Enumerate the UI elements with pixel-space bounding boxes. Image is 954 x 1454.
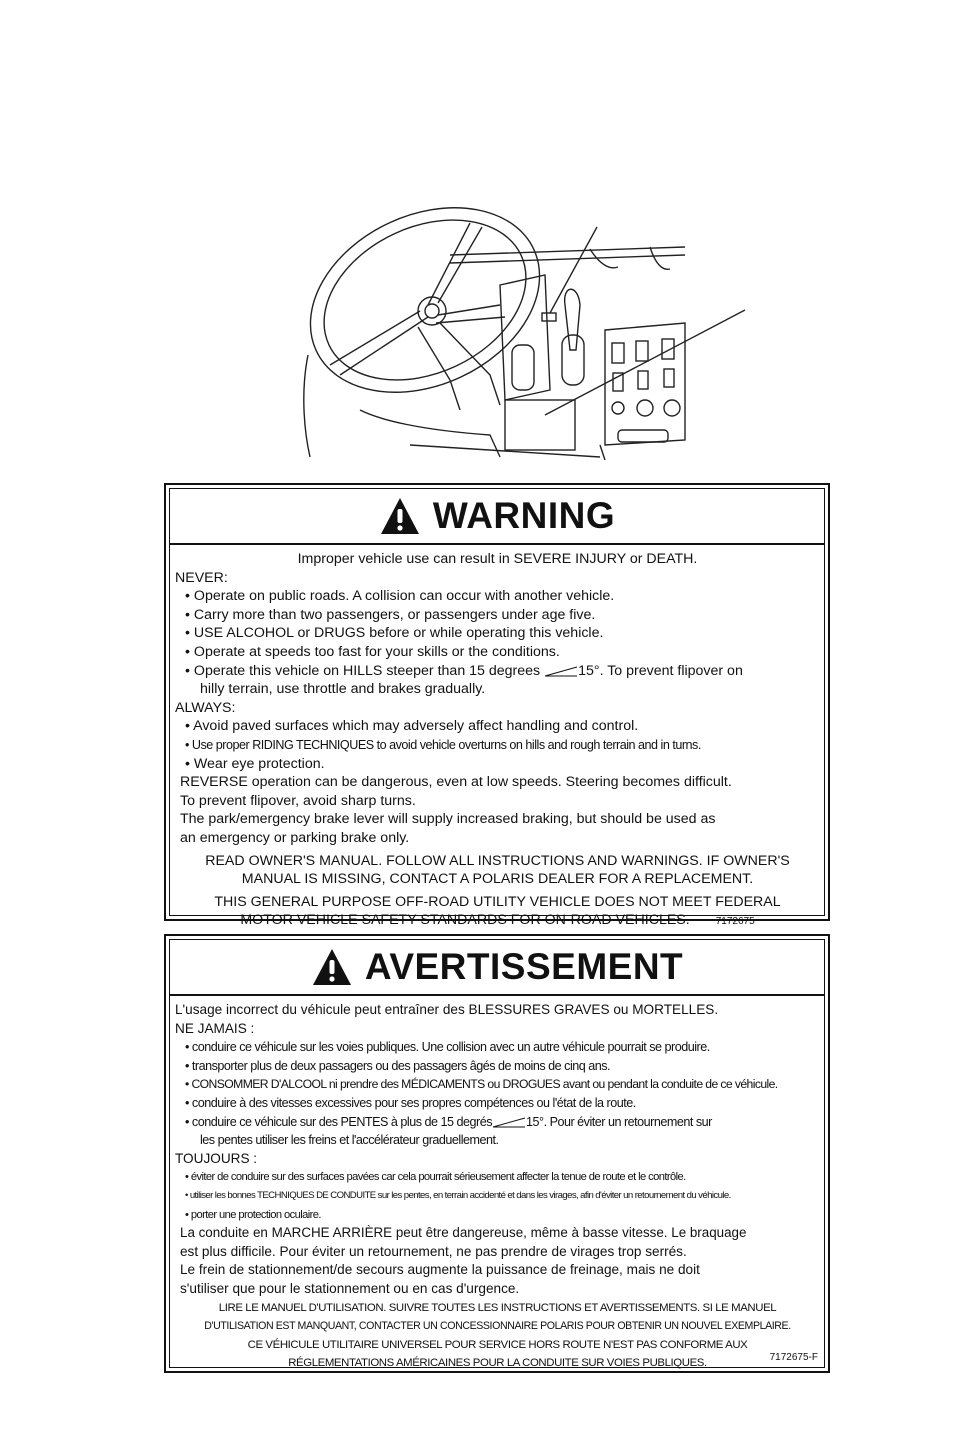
fr-brake-text: Le frein de stationnement/de secours augmente la puissance de freinage, mais ne doit [180,1262,700,1278]
manual-text: READ OWNER'S MANUAL. FOLLOW ALL INSTRUCTIONS AND WARNINGS. IF OWNER'S [205,852,790,869]
fr-hills-text-b: 15°. Pour éviter un retournement sur [526,1114,712,1129]
hills-text-c: hilly terrain, use throttle and brakes gradually. [200,681,486,698]
fr-label-code: 7172675-F [769,1352,818,1363]
slope-icon [544,665,578,677]
manual-text: MANUAL IS MISSING, CONTACT A POLARIS DEALER FOR A REPLACEMENT. [241,871,754,888]
warning-label [164,483,830,929]
hills-text-a: • Operate this vehicle on HILLS steeper than 15 degrees [185,662,541,679]
fr-never-item: • conduire ce véhicule sur les voies publiques. Une collision avec un autre véhicule pourrait se produire. [185,1040,710,1055]
fr-always-item: • éviter de conduire sur des surfaces pavées car cela pourrait sérieusement affecter la tenue de route et le contrôle. [185,1171,686,1184]
fr-federal-text: RÉGLEMENTATIONS AMÉRICAINES POUR LA CONDUITE SUR VOIES PUBLIQUES. [288,1357,707,1370]
warning-triangle-icon [379,496,421,536]
reverse-text: To prevent flipover, avoid sharp turns. [180,792,416,809]
avertissement-title: AVERTISSEMENT [364,946,684,987]
fr-manual-text: D'UTILISATION EST MANQUANT, CONTACTER UN CONCESSIONNAIRE POLARIS POUR OBTENIR UN NOUVEL EXEMPLAIRE. [204,1320,791,1333]
label-code: 7172675 [715,916,755,928]
warning-header [170,489,824,545]
always-item: • Use proper RIDING TECHNIQUES to avoid vehicle overturns on hills and rough terrain and in turns. [185,737,701,752]
brake-text: The park/emergency brake lever will supply increased braking, but should be used as [180,811,716,828]
fr-never-item: • conduire à des vitesses excessives pour ses propres compétences ou l'état de la route. [185,1095,636,1110]
fr-always-item: • porter une protection oculaire. [185,1208,321,1221]
fr-always-heading: TOUJOURS : [175,1150,258,1166]
never-item: • Operate on public roads. A collision can occur with another vehicle. [185,588,615,605]
fr-never-item-hills [175,1113,820,1132]
avertissement-header [170,940,824,996]
slope-icon [492,1116,526,1128]
warning-label-frame [169,488,825,929]
hills-text-b: 15°. To prevent flipover on [578,662,743,679]
warning-body [170,545,824,932]
avertissement-body [170,996,824,1373]
fr-hills-text-c: les pentes utiliser les freins et l'accélérateur graduellement. [200,1133,499,1148]
always-item: • Avoid paved surfaces which may adversely affect handling and control. [185,718,639,735]
never-item: • Operate at speeds too fast for your skills or the conditions. [185,643,560,660]
fr-reverse-text: La conduite en MARCHE ARRIÈRE peut être dangereuse, même à basse vitesse. Le braquage [180,1225,747,1241]
brake-text: an emergency or parking brake only. [180,829,410,846]
fr-federal-text: CE VÉHICULE UTILITAIRE UNIVERSEL POUR SERVICE HORS ROUTE N'EST PAS CONFORME AUX [247,1338,748,1351]
never-heading: NEVER: [175,569,228,586]
fr-manual-text: LIRE LE MANUEL D'UTILISATION. SUIVRE TOUTES LES INSTRUCTIONS ET AVERTISSEMENTS. SI LE MANUEL [218,1301,777,1314]
warning-intro: Improper vehicle use can result in SEVERE INJURY or DEATH. [297,551,698,567]
warning-title: WARNING [432,495,616,536]
fr-brake-text: s'utiliser que pour le stationnement ou en cas d'urgence. [180,1280,520,1296]
fr-reverse-text: est plus difficile. Pour éviter un retournement, ne pas prendre de virages trop serrés. [180,1243,687,1259]
fr-never-item: • CONSOMMER D'ALCOOL ni prendre des MÉDICAMENTS ou DROGUES avant ou pendant la conduite de ce véhicule. [185,1077,778,1092]
never-item-hills [175,662,820,681]
avertissement-label-frame [169,939,825,1368]
never-item: • USE ALCOHOL or DRUGS before or while operating this vehicle. [185,625,604,642]
federal-line-2 [175,911,820,932]
fr-always-item: • utiliser les bonnes TECHNIQUES DE CONDUITE sur les pentes, en terrain accidenté et dans les virages, afin d'éviter un retournement du véhicule. [185,1189,731,1201]
federal-text: MOTOR VEHICLE SAFETY STANDARDS FOR ON-ROAD VEHICLES. [240,912,690,929]
fr-never-item: • transporter plus de deux passagers ou des passagers âgés de moins de cinq ans. [185,1058,611,1073]
fr-intro: L'usage incorrect du véhicule peut entraîner des BLESSURES GRAVES ou MORTELLES. [175,1002,719,1017]
reverse-text: REVERSE operation can be dangerous, even at low speeds. Steering becomes difficult. [180,774,732,791]
warning-triangle-icon [311,947,353,987]
fr-never-heading: NE JAMAIS : [175,1020,255,1036]
never-item: • Carry more than two passengers, or passengers under age five. [185,606,596,623]
federal-text: THIS GENERAL PURPOSE OFF-ROAD UTILITY VEHICLE DOES NOT MEET FEDERAL [214,893,781,910]
dashboard-illustration [300,205,750,465]
always-heading: ALWAYS: [175,699,236,716]
fr-hills-text-a: • conduire ce véhicule sur des PENTES à plus de 15 degrés [185,1114,493,1129]
always-item: • Wear eye protection. [185,755,325,772]
avertissement-label [164,934,830,1373]
